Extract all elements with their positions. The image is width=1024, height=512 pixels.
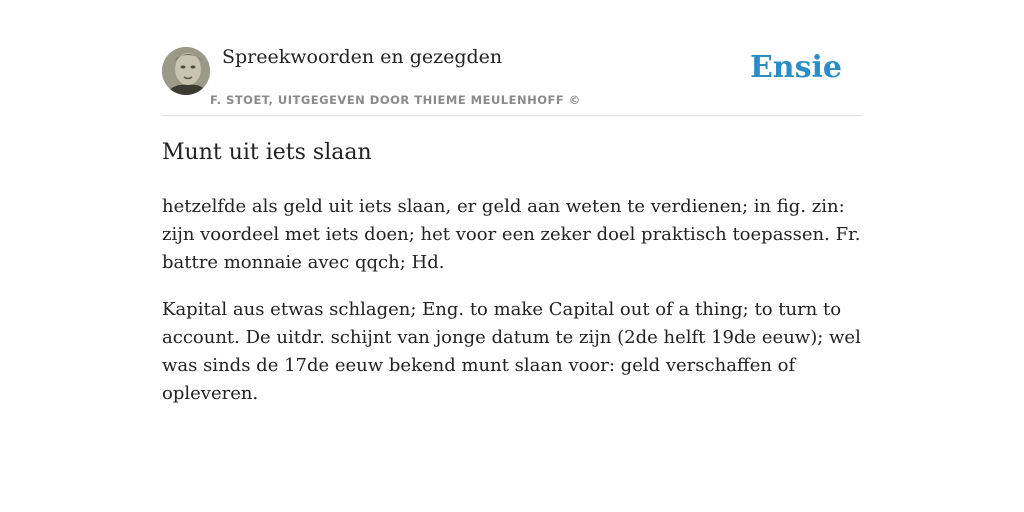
entry-card bbox=[162, 0, 862, 512]
portrait-avatar-icon bbox=[162, 47, 210, 95]
ensie-logo[interactable]: Ensie bbox=[749, 50, 842, 85]
source-header bbox=[162, 0, 862, 116]
source-title[interactable]: Spreekwoorden en gezegden bbox=[222, 46, 503, 68]
entry-body bbox=[162, 193, 862, 427]
source-credit: F. STOET, UITGEGEVEN DOOR THIEME MEULENHOFF © bbox=[210, 93, 581, 107]
entry-paragraph: Kapital aus etwas schlagen; Eng. to make Capital out of a thing; to turn to account. De uitdr. schijnt van jonge datum te zijn (2de helft 19de eeuw); wel was sinds de 17de eeuw bekend munt slaan voor: geld verschaffen of opleveren. bbox=[162, 299, 861, 404]
author-avatar[interactable] bbox=[162, 47, 210, 95]
entry-paragraph: hetzelfde als geld uit iets slaan, er geld aan weten te verdienen; in fig. zin: zijn voordeel met iets doen; het voor een zeker doel praktisch toepassen. Fr. battre monnaie avec qqch; Hd. bbox=[162, 196, 861, 273]
entry-title: Munt uit iets slaan bbox=[162, 140, 372, 165]
